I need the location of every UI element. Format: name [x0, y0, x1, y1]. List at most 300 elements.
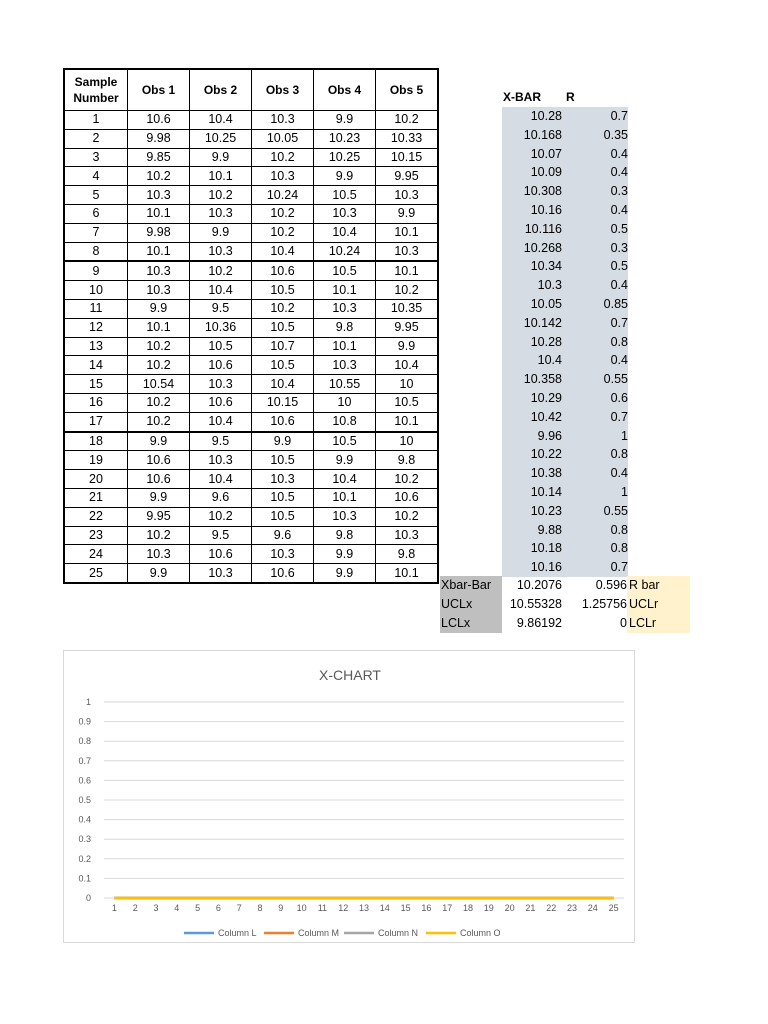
sample-number-cell: 4 — [64, 167, 128, 186]
obs-cell: 9.8 — [314, 526, 376, 545]
sample-number-cell: 8 — [64, 242, 128, 261]
obs-cell: 10.2 — [252, 299, 314, 318]
obs-cell: 10.6 — [252, 564, 314, 583]
obs-cell: 10.3 — [314, 204, 376, 223]
obs-cell: 10.2 — [190, 186, 252, 205]
obs-cell: 10.2 — [128, 393, 190, 412]
x-chart — [63, 650, 635, 943]
sample-number-cell: 14 — [64, 356, 128, 375]
obs-cell: 10.15 — [252, 393, 314, 412]
obs-cell: 10.6 — [376, 488, 439, 507]
r-value: 1 — [621, 428, 628, 443]
sample-number-cell: 10 — [64, 281, 128, 300]
x-tick-label: 6 — [215, 903, 221, 913]
xbar-r-row — [502, 257, 628, 276]
obs-cell: 9.9 — [128, 564, 190, 583]
obs-cell: 10.1 — [376, 412, 439, 431]
xbar-r-row — [502, 295, 628, 314]
obs-cell: 10.6 — [128, 470, 190, 489]
y-tick-label: 0.4 — [78, 814, 91, 825]
xbar-value: 10.22 — [530, 447, 562, 462]
obs-cell: 10.3 — [190, 204, 252, 223]
obs-cell: 9.9 — [376, 337, 439, 356]
obs-cell: 10.55 — [314, 375, 376, 394]
obs-cell: 9.9 — [190, 148, 252, 167]
sample-number-cell: 19 — [64, 451, 128, 470]
xbar-value: 10.29 — [530, 390, 562, 405]
table-row — [64, 148, 438, 167]
x-tick-label: 10 — [296, 903, 307, 913]
obs-cell: 10.5 — [314, 186, 376, 205]
xbar-r-row — [502, 201, 628, 220]
r-value: 0.6 — [610, 390, 628, 405]
obs-cell: 10.15 — [376, 148, 439, 167]
table-row — [64, 451, 438, 470]
xbar-value: 10.16 — [530, 202, 562, 217]
xbar-value: 10.168 — [523, 127, 562, 142]
sample-number-cell: 5 — [64, 186, 128, 205]
table-row — [64, 337, 438, 356]
obs-cell: 10.1 — [190, 167, 252, 186]
x-tick-label: 3 — [153, 903, 159, 913]
xbar-r-row — [502, 220, 628, 239]
obs-cell: 9.9 — [314, 111, 376, 130]
sample-number-cell: 9 — [64, 261, 128, 280]
r-value: 0.4 — [610, 146, 628, 161]
sample-number-cell: 24 — [64, 545, 128, 564]
obs-cell: 10.2 — [190, 507, 252, 526]
observations-table — [63, 68, 439, 584]
x-tick-label: 2 — [132, 903, 138, 913]
xbar-r-row — [502, 107, 628, 126]
r-value: 0.7 — [610, 109, 628, 123]
summary-label: Xbar-Bar — [440, 576, 502, 595]
obs-cell: 10.3 — [314, 299, 376, 318]
x-tick-label: 24 — [587, 903, 598, 913]
xbar-r-row — [502, 351, 628, 370]
obs-cell: 10.2 — [128, 412, 190, 431]
xbar-value: 10.34 — [530, 259, 562, 274]
sample-number-cell: 2 — [64, 129, 128, 148]
sample-number-cell: 18 — [64, 432, 128, 451]
xbar-r-row — [502, 370, 628, 389]
x-tick-label: 18 — [462, 903, 474, 913]
x-tick-label: 9 — [278, 903, 284, 913]
table-row — [64, 299, 438, 318]
xbar-value: 10.18 — [530, 541, 562, 556]
summary-r-label: R bar — [627, 576, 690, 595]
obs-cell: 10.1 — [376, 564, 439, 583]
obs-cell: 10.2 — [252, 204, 314, 223]
summary-r-value: 1.25756 — [581, 597, 627, 611]
obs-cell: 9.8 — [376, 545, 439, 564]
table-row — [64, 186, 438, 205]
legend-label: Column N — [378, 928, 419, 938]
table-row — [64, 375, 438, 394]
x-tick-label: 13 — [358, 903, 370, 913]
obs-cell: 10.5 — [252, 356, 314, 375]
obs-cell: 10.5 — [252, 281, 314, 300]
table-row — [64, 281, 438, 300]
r-value: 0.8 — [610, 447, 628, 462]
obs-cell: 10.3 — [314, 356, 376, 375]
xbar-value: 10.09 — [530, 165, 562, 180]
xbar-header: X-BAR — [503, 90, 541, 104]
x-tick-label: 4 — [174, 903, 180, 913]
obs-cell: 10 — [376, 432, 439, 451]
xbar-value: 10.07 — [530, 146, 562, 161]
xbar-r-row — [502, 408, 628, 427]
sample-number-cell: 13 — [64, 337, 128, 356]
xbar-value: 10.16 — [530, 560, 562, 575]
table-row — [64, 545, 438, 564]
x-tick-label: 12 — [338, 903, 349, 913]
obs-cell: 10.25 — [314, 148, 376, 167]
chart-title: X-CHART — [319, 667, 381, 683]
r-value: 0.4 — [610, 202, 628, 217]
xbar-r-row — [502, 276, 628, 295]
xbar-r-values — [502, 107, 628, 577]
table-row — [64, 223, 438, 242]
obs-cell: 10.1 — [128, 204, 190, 223]
obs-cell: 10.5 — [376, 393, 439, 412]
obs-cell: 9.6 — [252, 526, 314, 545]
r-value: 0.35 — [603, 127, 628, 142]
summary-x-value: 10.55328 — [509, 597, 562, 611]
obs-cell: 10.6 — [128, 111, 190, 130]
summary-label: LCLx — [440, 614, 502, 633]
obs-cell: 10.4 — [190, 412, 252, 431]
xbar-r-row — [502, 558, 628, 577]
obs-cell: 10.33 — [376, 129, 439, 148]
obs-cell: 10.36 — [190, 318, 252, 337]
xbar-value: 10.358 — [523, 372, 562, 387]
r-value: 0.55 — [603, 503, 628, 518]
obs-cell: 10.1 — [376, 261, 439, 280]
r-value: 0.85 — [603, 296, 628, 311]
x-tick-label: 1 — [111, 903, 117, 913]
header-sample-number: Sample Number — [64, 69, 128, 111]
xbar-r-row — [502, 539, 628, 558]
x-tick-label: 15 — [400, 903, 411, 913]
obs-cell: 10.5 — [190, 337, 252, 356]
obs-cell: 10.1 — [314, 281, 376, 300]
obs-cell: 10.3 — [376, 526, 439, 545]
obs-cell: 10.24 — [252, 186, 314, 205]
xbar-r-row — [502, 502, 628, 521]
xbar-r-row — [502, 521, 628, 540]
x-tick-label: 14 — [379, 903, 390, 913]
r-value: 0.4 — [610, 353, 628, 368]
obs-cell: 10.6 — [190, 356, 252, 375]
obs-cell: 10.3 — [190, 375, 252, 394]
xbar-value: 9.96 — [537, 428, 562, 443]
xbar-value: 10.3 — [537, 278, 562, 293]
xbar-r-row — [502, 445, 628, 464]
obs-cell: 10.5 — [314, 261, 376, 280]
table-row — [64, 412, 438, 431]
table-row — [64, 526, 438, 545]
xbar-value: 10.14 — [530, 484, 562, 499]
xbar-value: 10.28 — [530, 334, 562, 349]
y-tick-label: 0.8 — [78, 736, 91, 747]
sample-number-cell: 23 — [64, 526, 128, 545]
r-value: 0.5 — [610, 259, 628, 274]
obs-cell: 10.4 — [190, 111, 252, 130]
obs-cell: 10.2 — [252, 223, 314, 242]
obs-cell: 10.7 — [252, 337, 314, 356]
y-tick-label: 0 — [85, 893, 91, 903]
xbar-value: 10.268 — [523, 240, 562, 255]
r-value: 0.8 — [610, 522, 628, 537]
obs-cell: 10.3 — [314, 507, 376, 526]
obs-cell: 10.4 — [190, 470, 252, 489]
xbar-r-row — [502, 163, 628, 182]
obs-cell: 10 — [376, 375, 439, 394]
summary-r-value: 0.596 — [595, 578, 627, 592]
table-row — [64, 111, 438, 130]
r-value: 0.3 — [610, 184, 628, 199]
xbar-value: 10.142 — [523, 315, 562, 330]
xbar-value: 10.308 — [523, 184, 562, 199]
obs-cell: 9.9 — [128, 432, 190, 451]
table-row — [64, 204, 438, 223]
obs-cell: 10.6 — [252, 261, 314, 280]
obs-cell: 10.5 — [252, 488, 314, 507]
xbar-r-row — [502, 314, 628, 333]
r-value: 0.5 — [610, 221, 628, 236]
xbar-r-row — [502, 427, 628, 446]
obs-cell: 9.85 — [128, 148, 190, 167]
y-tick-label: 0.6 — [78, 775, 91, 786]
obs-cell: 9.9 — [190, 223, 252, 242]
sample-number-cell: 11 — [64, 299, 128, 318]
obs-cell: 10.2 — [128, 526, 190, 545]
table-row — [64, 242, 438, 261]
legend-label: Column M — [298, 928, 340, 938]
obs-cell: 10.4 — [314, 223, 376, 242]
r-value: 0.8 — [610, 334, 628, 349]
summary-x-value: 10.2076 — [516, 578, 562, 592]
header-obs-1: Obs 1 — [128, 69, 190, 111]
summary-r-label: UCLr — [627, 595, 690, 614]
obs-cell: 10.54 — [128, 375, 190, 394]
sample-number-cell: 3 — [64, 148, 128, 167]
obs-cell: 9.9 — [314, 167, 376, 186]
summary-x-value: 9.86192 — [516, 616, 562, 630]
obs-cell: 10.2 — [190, 261, 252, 280]
xbar-r-row — [502, 182, 628, 201]
xbar-value: 10.05 — [530, 296, 562, 311]
obs-cell: 9.95 — [376, 318, 439, 337]
legend-label: Column L — [218, 928, 257, 938]
obs-cell: 9.6 — [190, 488, 252, 507]
r-value: 0.7 — [610, 560, 628, 575]
obs-cell: 10.05 — [252, 129, 314, 148]
header-obs-2: Obs 2 — [190, 69, 252, 111]
summary-r-value: 0 — [620, 616, 627, 630]
obs-cell: 10.2 — [376, 281, 439, 300]
sample-number-cell: 22 — [64, 507, 128, 526]
x-tick-label: 23 — [566, 903, 578, 913]
sample-number-cell: 20 — [64, 470, 128, 489]
obs-cell: 10.5 — [314, 432, 376, 451]
obs-cell: 10.5 — [252, 451, 314, 470]
obs-cell: 10.2 — [252, 148, 314, 167]
sample-number-cell: 1 — [64, 111, 128, 130]
obs-cell: 10.4 — [190, 281, 252, 300]
x-tick-label: 8 — [257, 903, 263, 913]
obs-cell: 9.98 — [128, 223, 190, 242]
summary-row — [440, 576, 690, 595]
x-tick-label: 17 — [442, 903, 453, 913]
obs-cell: 10.3 — [376, 242, 439, 261]
sample-number-cell: 15 — [64, 375, 128, 394]
obs-cell: 10.1 — [128, 318, 190, 337]
obs-cell: 10.2 — [128, 167, 190, 186]
obs-cell: 10 — [314, 393, 376, 412]
sample-number-cell: 25 — [64, 564, 128, 583]
y-tick-label: 0.7 — [78, 755, 91, 766]
obs-cell: 10.2 — [128, 356, 190, 375]
xbar-r-row — [502, 239, 628, 258]
obs-cell: 10.3 — [190, 242, 252, 261]
sample-number-cell: 12 — [64, 318, 128, 337]
x-tick-label: 20 — [504, 903, 515, 913]
xbar-r-row — [502, 389, 628, 408]
xbar-value: 10.28 — [530, 109, 562, 123]
r-value: 0.4 — [610, 466, 628, 481]
table-row — [64, 564, 438, 583]
xbar-value: 10.38 — [530, 466, 562, 481]
obs-cell: 9.8 — [314, 318, 376, 337]
obs-cell: 10.35 — [376, 299, 439, 318]
table-row — [64, 318, 438, 337]
x-tick-label: 25 — [608, 903, 619, 913]
obs-cell: 10.3 — [376, 186, 439, 205]
obs-cell: 10.1 — [314, 488, 376, 507]
obs-cell: 10.1 — [376, 223, 439, 242]
xbar-value: 9.88 — [537, 522, 562, 537]
obs-cell: 9.9 — [128, 299, 190, 318]
obs-cell: 10.5 — [252, 507, 314, 526]
obs-cell: 10.4 — [376, 356, 439, 375]
table-row — [64, 393, 438, 412]
r-value: 0.55 — [603, 372, 628, 387]
r-value: 0.4 — [610, 278, 628, 293]
y-tick-label: 0.1 — [78, 873, 91, 884]
x-tick-label: 11 — [317, 903, 328, 913]
obs-cell: 9.9 — [314, 545, 376, 564]
summary-row — [440, 614, 690, 633]
xbar-value: 10.4 — [537, 353, 562, 368]
obs-cell: 9.8 — [376, 451, 439, 470]
header-obs-4: Obs 4 — [314, 69, 376, 111]
sample-number-cell: 16 — [64, 393, 128, 412]
summary-r-label: LCLr — [627, 614, 690, 633]
obs-cell: 10.3 — [128, 281, 190, 300]
obs-cell: 10.1 — [314, 337, 376, 356]
obs-cell: 10.4 — [252, 242, 314, 261]
table-row — [64, 129, 438, 148]
header-obs-5: Obs 5 — [376, 69, 439, 111]
table-row — [64, 488, 438, 507]
obs-cell: 9.9 — [128, 488, 190, 507]
sample-number-cell: 6 — [64, 204, 128, 223]
sample-number-cell: 17 — [64, 412, 128, 431]
control-limits-summary — [440, 576, 690, 633]
obs-cell: 10.6 — [190, 545, 252, 564]
obs-cell: 10.5 — [252, 318, 314, 337]
x-chart-svg — [64, 651, 636, 944]
legend-label: Column O — [460, 928, 501, 938]
table-header-row — [64, 69, 438, 111]
obs-cell: 10.3 — [252, 167, 314, 186]
xbar-r-row — [502, 483, 628, 502]
obs-cell: 10.3 — [252, 111, 314, 130]
x-tick-label: 22 — [546, 903, 557, 913]
obs-cell: 10.24 — [314, 242, 376, 261]
x-tick-label: 21 — [525, 903, 536, 913]
r-value: 0.8 — [610, 541, 628, 556]
x-tick-label: 7 — [236, 903, 242, 913]
obs-cell: 10.2 — [376, 111, 439, 130]
x-tick-label: 5 — [195, 903, 201, 913]
r-value: 0.7 — [610, 315, 628, 330]
table-row — [64, 507, 438, 526]
obs-cell: 10.3 — [190, 451, 252, 470]
sample-number-cell: 7 — [64, 223, 128, 242]
xbar-value: 10.116 — [524, 221, 562, 236]
sample-number-cell: 21 — [64, 488, 128, 507]
y-tick-label: 0.2 — [78, 853, 91, 864]
obs-cell: 9.5 — [190, 299, 252, 318]
obs-cell: 10.6 — [190, 393, 252, 412]
r-value: 0.4 — [610, 165, 628, 180]
x-tick-label: 16 — [421, 903, 432, 913]
obs-cell: 9.95 — [376, 167, 439, 186]
summary-label: UCLx — [440, 595, 502, 614]
obs-cell: 9.9 — [314, 451, 376, 470]
x-tick-label: 19 — [483, 903, 494, 913]
obs-cell: 9.9 — [252, 432, 314, 451]
obs-cell: 9.5 — [190, 526, 252, 545]
y-tick-label: 0.3 — [78, 834, 91, 845]
table-row — [64, 167, 438, 186]
obs-cell: 10.8 — [314, 412, 376, 431]
r-value: 0.3 — [610, 240, 628, 255]
obs-cell: 9.98 — [128, 129, 190, 148]
obs-cell: 10.1 — [128, 242, 190, 261]
obs-cell: 9.9 — [314, 564, 376, 583]
obs-cell: 10.3 — [252, 545, 314, 564]
obs-cell: 10.3 — [128, 261, 190, 280]
obs-cell: 10.25 — [190, 129, 252, 148]
y-tick-label: 0.9 — [78, 716, 91, 727]
obs-cell: 10.3 — [128, 545, 190, 564]
table-row — [64, 356, 438, 375]
xbar-r-row — [502, 464, 628, 483]
obs-cell: 10.2 — [376, 507, 439, 526]
xbar-r-row — [502, 145, 628, 164]
obs-cell: 10.3 — [128, 186, 190, 205]
obs-cell: 9.95 — [128, 507, 190, 526]
xbar-r-row — [502, 126, 628, 145]
table-row — [64, 432, 438, 451]
obs-cell: 9.5 — [190, 432, 252, 451]
obs-cell: 9.9 — [376, 204, 439, 223]
obs-cell: 10.3 — [190, 564, 252, 583]
